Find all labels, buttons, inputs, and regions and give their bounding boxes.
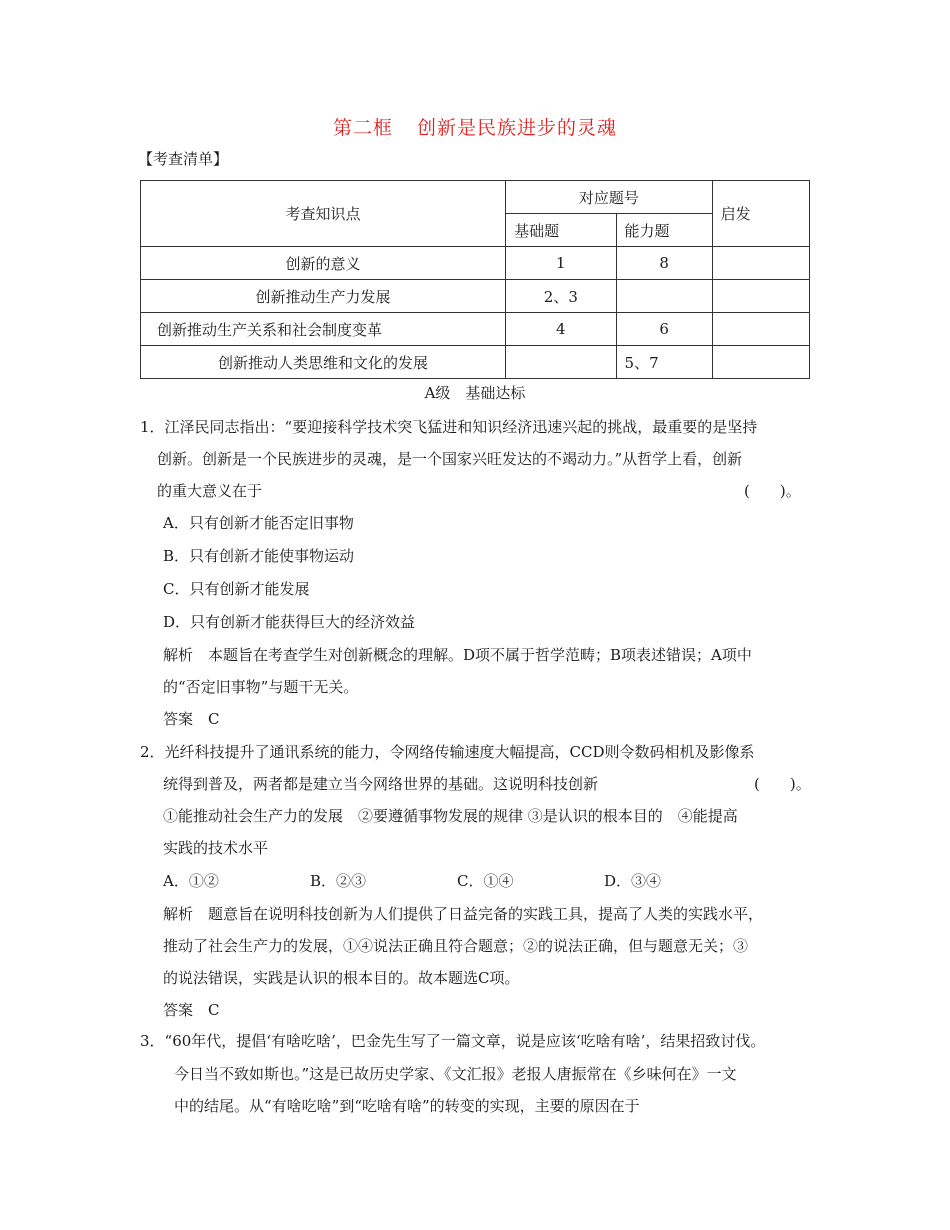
insight-cell: [712, 346, 809, 379]
q2-line-1: 2．光纤科技提升了通讯系统的能力，令网络传输速度大幅提高，CCD则令数码相机及影像系: [140, 743, 755, 761]
q2-line-2: 统得到普及，两者都是建立当今网络世界的基础。这说明科技创新: [163, 775, 599, 793]
q1-analysis-line-1: 解析 本题旨在考查学生对创新概念的理解。D项不属于哲学范畴；B项表述错误；A项中: [163, 646, 752, 664]
header-basic: 基础题: [506, 214, 616, 247]
q1-line-3: 的重大意义在于: [157, 482, 263, 500]
topic-cell: 创新推动人类思维和文化的发展: [141, 346, 506, 379]
q1-line-2: 创新。创新是一个民族进步的灵魂，是一个国家兴旺发达的不竭动力。”从哲学上看，创新: [157, 450, 743, 468]
q1-answer: 答案 C: [163, 710, 220, 728]
header-questions: 对应题号: [506, 181, 713, 214]
insight-cell: [712, 247, 809, 280]
q1-option-c: C．只有创新才能发展: [163, 580, 310, 598]
header-insight: 启发: [712, 181, 809, 247]
q2-statements-line-2: 实践的技术水平: [163, 839, 269, 857]
table-row: [141, 313, 810, 346]
topic-cell: 创新推动生产力发展: [141, 280, 506, 313]
q1-option-d: D．只有创新才能获得巨大的经济效益: [163, 613, 416, 631]
q2-answer: 答案 C: [163, 1001, 220, 1019]
section-label: 【考查清单】: [138, 150, 229, 168]
q1-option-b: B．只有创新才能使事物运动: [163, 547, 355, 565]
table-row: [141, 247, 810, 280]
q2-answer-blank: ( )。: [754, 775, 811, 793]
q3-line-2: 今日当不致如斯也。”这是已故历史学家、《文汇报》老报人唐振常在《乡味何在》一文: [174, 1065, 737, 1083]
title-part-2: 创新是民族进步的灵魂: [417, 117, 618, 139]
q3-line-3: 中的结尾。从“有啥吃啥”到“吃啥有啥”的转变的实现，主要的原因在于: [174, 1097, 640, 1115]
insight-cell: [712, 313, 809, 346]
basic-cell: 2、3: [506, 280, 616, 313]
q2-analysis-line-3: 的说法错误，实践是认识的根本目的。故本题选C项。: [163, 969, 520, 987]
q1-option-a: A．只有创新才能否定旧事物: [163, 514, 354, 532]
basic-cell: [506, 346, 616, 379]
q2-option-d: D．③④: [604, 872, 662, 890]
topic-cell: 创新的意义: [141, 247, 506, 280]
ability-cell: [616, 280, 712, 313]
q3-line-1: 3．“60年代，提倡‘有啥吃啥’，巴金先生写了一篇文章，说是应该‘吃啥有啥’，结果招致讨伐。: [140, 1032, 766, 1050]
q1-line-1: 1．江泽民同志指出：“要迎接科学技术突飞猛进和知识经济迅速兴起的挑战，最重要的是坚持: [140, 418, 758, 436]
q2-statements-line-1: ①能推动社会生产力的发展 ②要遵循事物发展的规律 ③是认识的根本目的 ④能提高: [163, 807, 738, 825]
topic-cell: 创新推动生产关系和社会制度变革: [141, 313, 506, 346]
page-title: [0, 113, 950, 140]
q2-option-a: A．①②: [163, 872, 219, 890]
ability-cell: 8: [616, 247, 712, 280]
q2-analysis-line-1: 解析 题意旨在说明科技创新为人们提供了日益完备的实践工具，提高了人类的实践水平，: [163, 905, 764, 923]
insight-cell: [712, 280, 809, 313]
title-part-1: 第二框: [332, 117, 393, 139]
ability-cell: 6: [616, 313, 712, 346]
q2-analysis-line-2: 推动了社会生产力的发展，①④说法正确且符合题意；②的说法正确，但与题意无关；③: [163, 937, 749, 955]
knowledge-table: [140, 180, 810, 379]
q1-answer-blank: ( )。: [744, 482, 801, 500]
q2-option-b: B．②③: [310, 872, 367, 890]
basic-cell: 4: [506, 313, 616, 346]
header-knowledge: 考查知识点: [141, 181, 506, 247]
q2-option-c: C．①④: [457, 872, 514, 890]
header-ability: 能力题: [616, 214, 712, 247]
table-row: [141, 346, 810, 379]
level-label: A级 基础达标: [424, 384, 526, 402]
table-row: [141, 280, 810, 313]
basic-cell: 1: [506, 247, 616, 280]
q1-analysis-line-2: 的“否定旧事物”与题干无关。: [163, 678, 359, 696]
ability-cell: 5、7: [616, 346, 712, 379]
